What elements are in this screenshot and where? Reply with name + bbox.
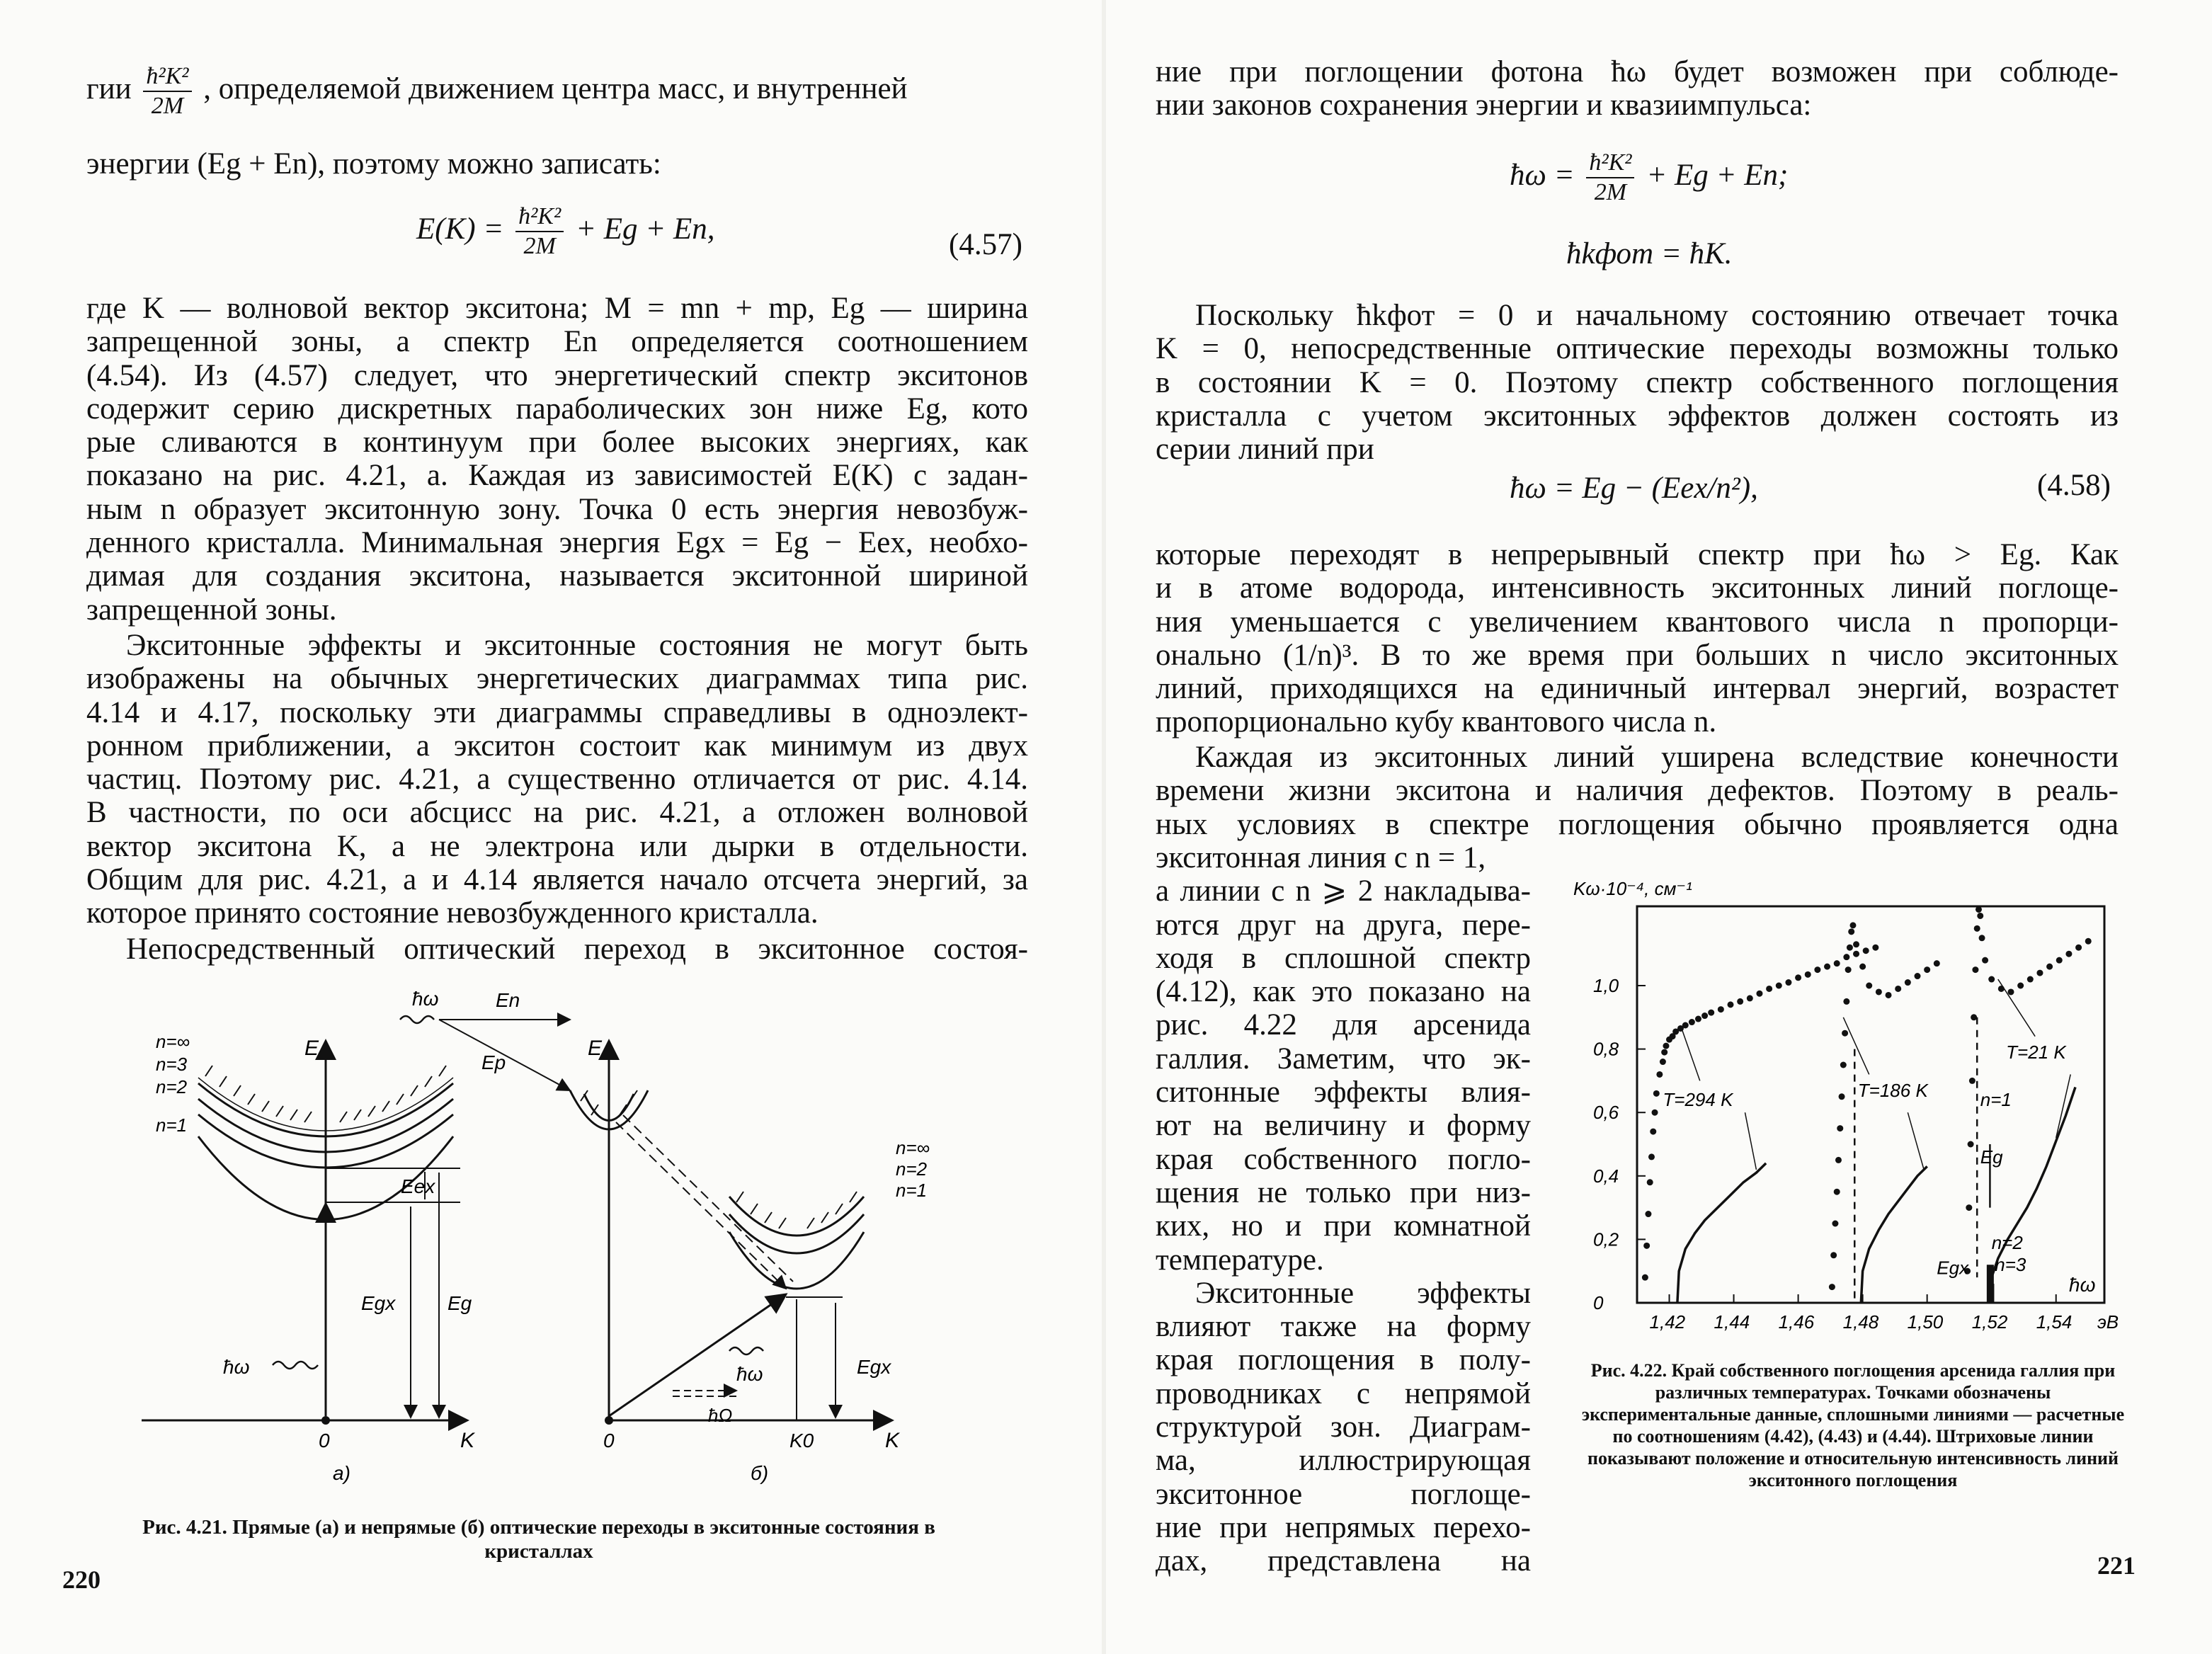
y-tick-label: 0 xyxy=(1593,1292,1604,1313)
text-line: содержит серию дискретных параболических зон ниже Eg, кото xyxy=(86,392,1028,426)
text-line: которое принято состояние невозбужденного кристалла. xyxy=(86,896,819,930)
page-number-left: 220 xyxy=(62,1565,101,1594)
data-point xyxy=(1785,979,1791,986)
label-Eg-a: Eg xyxy=(447,1292,472,1314)
y-tick-label: 0,2 xyxy=(1593,1228,1619,1250)
text-line: Поскольку ħkфот = 0 и начальному состоянию отвечает точка xyxy=(1195,299,2119,332)
label-Egx-a: Egx xyxy=(361,1292,396,1314)
text-line: экситонная линия с n = 1, xyxy=(1156,841,1486,874)
right-paragraph-3 xyxy=(1156,741,2119,841)
data-point xyxy=(1971,1014,1977,1020)
data-point xyxy=(1988,976,1995,983)
text-line: частиц. Поэтому рис. 4.21, а существенно отличается от рис. 4.14. xyxy=(86,763,1028,797)
data-point xyxy=(1972,966,1978,973)
eq-a-frac-den: 2M xyxy=(1594,179,1627,205)
data-point xyxy=(1979,935,1985,941)
left-paragraph-3 xyxy=(86,932,1028,966)
data-point xyxy=(1842,1030,1848,1037)
data-point xyxy=(1876,988,1882,995)
data-point xyxy=(1824,964,1830,970)
text-line: ние при непрямых перехо- xyxy=(1156,1510,1531,1544)
series-label-21K: T=21 K xyxy=(2006,1042,2066,1063)
label-n1-a: n=1 xyxy=(156,1114,188,1136)
equation-energy-conservation xyxy=(1510,149,1788,207)
label-K0: K0 xyxy=(789,1430,814,1451)
leader-21K xyxy=(1998,979,2035,1037)
text-line: Экситонные эффекты xyxy=(1195,1276,1531,1310)
data-point xyxy=(1832,1221,1838,1227)
data-point xyxy=(1966,1204,1972,1211)
equation-4-58: ħω = Eg − (Eex/n²), xyxy=(1510,472,1758,505)
text-line: (4.12), как это показано на xyxy=(1156,975,1531,1009)
label-En: En xyxy=(496,989,520,1011)
data-point xyxy=(1849,922,1856,928)
exciton-line-n3 xyxy=(1990,1284,1994,1303)
text-line: K = 0, непосредственные оптические переходы возможны только xyxy=(1156,332,2119,366)
label-E-b: E xyxy=(588,1037,603,1060)
figure-part-a xyxy=(142,1031,476,1484)
figure-4-22-caption: Рис. 4.22. Край собственного поглощения арсенида галлия при различных температурах. Точками обозначены экспериментальные данные, сплошными линиями — расчетные по соотношениям (4.42), (4.43) и (4.44). Штриховые линии показывают положение и относительную интенсивность линий экситонного поглощения xyxy=(1581,1360,2125,1490)
data-point xyxy=(1872,945,1879,951)
text-line: кристалла с учетом экситонных эффектов должен состоять из xyxy=(1156,399,2119,433)
data-point xyxy=(1756,991,1762,997)
text-line: края поглощения в полу- xyxy=(1156,1343,1531,1377)
label-E-a: E xyxy=(304,1037,319,1060)
annot-Eg: Eg xyxy=(1980,1146,2003,1168)
data-point xyxy=(1653,1090,1660,1097)
indirect-dashed-arrow-2 xyxy=(623,1115,793,1282)
x-tick-label: 1,44 xyxy=(1714,1311,1750,1333)
data-point xyxy=(1837,1125,1843,1131)
data-point xyxy=(1682,1022,1689,1029)
label-zero-a: 0 xyxy=(319,1430,330,1451)
text-line: (4.54). Из (4.57) следует, что энергетический спектр экситонов xyxy=(86,358,1028,392)
data-point xyxy=(1728,1001,1734,1008)
data-point xyxy=(2085,938,2092,945)
photon-wave-b xyxy=(729,1347,763,1354)
series-label-186K: T=186 K xyxy=(1857,1079,1928,1101)
chart-labels xyxy=(1573,878,2119,1333)
eq-a-fraction xyxy=(1586,149,1634,207)
data-point xyxy=(1847,945,1853,951)
data-point xyxy=(1830,1252,1837,1258)
label-n2-a: n=2 xyxy=(156,1076,188,1097)
data-point xyxy=(1845,966,1852,973)
text-line: где K — волновой вектор экситона; M = mn + mp, Eg — ширина xyxy=(86,292,1028,325)
label-K-b: K xyxy=(885,1429,900,1452)
data-point xyxy=(1835,1157,1842,1163)
label-n-inf-a: n=∞ xyxy=(156,1031,190,1052)
x-tick-label: 1,46 xyxy=(1778,1311,1815,1333)
data-point xyxy=(1848,928,1854,935)
text-line: Непосредственный оптический переход в экситонное состоя- xyxy=(126,932,1028,966)
leader-294K-calc xyxy=(1745,1112,1756,1170)
data-point xyxy=(1905,979,1911,986)
text-line: нии законов сохранения энергии и квазиимпульса: xyxy=(1156,89,1812,122)
annot-n1: n=1 xyxy=(1980,1089,2012,1111)
right-paragraph-1 xyxy=(1156,299,2119,466)
text-line: Каждая из экситонных линий уширена вследствие конечности xyxy=(1195,741,2119,774)
eq457-rhs: + Eg + En, xyxy=(575,212,715,246)
text-line: В частности, по оси абсцисс на рис. 4.21, а отложен волновой xyxy=(86,796,1028,830)
x-tick-label: 1,52 xyxy=(1971,1311,2008,1333)
text-line: запрещенной зоны, а спектр En определяется соотношением xyxy=(86,325,1028,359)
data-point xyxy=(1834,1189,1840,1195)
data-point xyxy=(1652,1110,1658,1116)
origin-point-b xyxy=(605,1416,613,1425)
right-page xyxy=(1106,0,2212,1654)
text-line: края собственного погло- xyxy=(1156,1142,1531,1176)
text-line: ронном приближении, а экситон состоит как минимум из двух xyxy=(86,729,1028,763)
text-line: изображены на обычных энергетических диаграммах типа рис. xyxy=(86,662,1028,696)
continuum-hatch-b xyxy=(736,1192,857,1228)
data-point xyxy=(1853,951,1859,957)
label-n1-b: n=1 xyxy=(896,1180,928,1201)
data-point xyxy=(2075,945,2082,951)
annot-n2: n=2 xyxy=(1991,1231,2023,1253)
intro-frac-num: ħ²K² xyxy=(143,62,191,92)
text-line: запрещенной зоны. xyxy=(86,593,337,627)
data-point xyxy=(1805,971,1811,978)
page-number-right: 221 xyxy=(2097,1551,2136,1580)
exciton-band-b-n1 xyxy=(729,1232,864,1289)
data-point xyxy=(1648,1153,1655,1160)
data-point xyxy=(1747,995,1753,1001)
text-line: ным n образует экситонную зону. Точка 0 есть энергия невозбуж- xyxy=(86,492,1028,526)
right-paragraph-2 xyxy=(1156,538,2119,739)
text-line: температуре. xyxy=(1156,1243,1324,1277)
label-sub-a: а) xyxy=(333,1462,350,1484)
left-intro-line2: энергии (Eg + En), поэтому можно записать: xyxy=(86,147,661,181)
photon-wave-a xyxy=(273,1362,318,1369)
data-point xyxy=(1645,1211,1651,1217)
data-point xyxy=(1814,966,1820,973)
data-point xyxy=(1643,1243,1650,1249)
text-line: Экситонные эффекты и экситонные состояния не могут быть xyxy=(126,629,1028,662)
y-axis-label: Kω·10⁻⁴, см⁻¹ xyxy=(1573,878,1692,899)
data-point xyxy=(1969,1078,1976,1084)
data-point xyxy=(1708,1010,1714,1016)
data-point xyxy=(1859,964,1866,970)
figure-4-21-caption: Рис. 4.21. Прямые (а) и непрямые (б) оптические переходы в экситонные состояния в кристаллах xyxy=(142,1516,935,1563)
x-tick-label: 1,42 xyxy=(1649,1311,1686,1333)
annot-n3: n=3 xyxy=(1995,1254,2026,1276)
text-line: серии линий при xyxy=(1156,433,1374,467)
text-line: пропорционально кубу квантового числа n. xyxy=(1156,705,1717,739)
equation-4-57 xyxy=(416,203,715,261)
figure-part-b xyxy=(400,988,930,1484)
text-line: а линии с n ⩾ 2 накладыва- xyxy=(1156,874,1531,908)
series-label-294K: T=294 K xyxy=(1663,1089,1733,1111)
data-point xyxy=(1642,1274,1648,1281)
data-point xyxy=(1886,992,1892,998)
label-hOmega: ħΩ xyxy=(708,1405,733,1426)
text-line: рые сливаются в континуум при более высоких энергиях, как xyxy=(86,426,1028,460)
data-point xyxy=(1701,1013,1708,1019)
data-point xyxy=(1737,998,1743,1005)
leader-294K xyxy=(1682,1030,1700,1081)
eq458-number: (4.58) xyxy=(2037,469,2111,502)
eq457-lhs: E(K) = xyxy=(416,212,504,246)
data-point xyxy=(1776,983,1782,989)
intro-frac-den: 2M xyxy=(151,93,184,119)
data-point xyxy=(2056,957,2063,964)
data-point xyxy=(1998,986,2005,992)
left-paragraph-1 xyxy=(86,292,1028,627)
label-n-inf-b: n=∞ xyxy=(896,1137,930,1158)
data-point xyxy=(1663,1043,1669,1049)
data-point xyxy=(1795,974,1801,981)
figure-4-22-chart xyxy=(1559,864,2126,1359)
left-intro-word: гии xyxy=(86,72,132,105)
label-zero-b: 0 xyxy=(603,1430,615,1451)
data-point xyxy=(1866,983,1872,989)
data-point xyxy=(1695,1016,1701,1022)
text-line: онально (1/n)³. В то же время при больших n число экситонных xyxy=(1156,638,2119,672)
text-line: галлия. Заметим, что эк- xyxy=(1156,1042,1531,1076)
data-point xyxy=(1974,925,1980,932)
eq457-number: (4.57) xyxy=(949,228,1022,261)
calc-line xyxy=(1677,1163,1766,1303)
data-point xyxy=(1968,1141,1974,1148)
text-line: ма, иллюстрирующая xyxy=(1156,1444,1531,1478)
indirect-transition-arrow xyxy=(609,1294,786,1416)
text-line: и в атоме водорода, интенсивность экситонных линий поглоще- xyxy=(1156,571,2119,605)
text-line: в состоянии K = 0. Поэтому спектр собственного поглощения xyxy=(1156,365,2119,399)
data-point xyxy=(1647,1179,1653,1185)
label-n3-a: n=3 xyxy=(156,1054,188,1075)
data-point xyxy=(2046,964,2053,970)
text-line: ние при поглощении фотона ħω будет возможен при соблюде- xyxy=(1156,55,2119,89)
x-tick-label: 1,50 xyxy=(1907,1311,1944,1333)
data-point xyxy=(1924,966,1930,973)
left-intro-line1 xyxy=(86,62,908,120)
continuum-band-b xyxy=(729,1197,864,1236)
right-intro xyxy=(1156,55,2119,122)
annot-Egx: Egx xyxy=(1937,1257,1969,1279)
left-paragraph-2 xyxy=(86,629,1028,930)
text-line: димая для создания экситона, называется экситонной шириной xyxy=(86,559,1028,593)
text-line: линий, приходящихся на единичный интервал энергий, возрастет xyxy=(1156,672,2119,706)
left-intro-rest: , определяемой движением центра масс, и внутренней xyxy=(203,72,908,105)
label-hw-b: ħω xyxy=(736,1363,763,1385)
data-point xyxy=(1982,957,1988,964)
y-tick-label: 0,6 xyxy=(1593,1102,1619,1124)
text-line: рис. 4.22 для арсенида xyxy=(1156,1008,1531,1042)
x-axis-label: ħω xyxy=(2069,1274,2096,1296)
eq-a-frac-num: ħ²K² xyxy=(1586,149,1634,178)
data-point xyxy=(1840,1062,1847,1068)
leader-186K-calc xyxy=(1908,1112,1924,1170)
y-tick-label: 1,0 xyxy=(1593,975,1619,996)
label-Eex: Eex xyxy=(401,1175,435,1197)
photon-wave-b-top xyxy=(400,1016,434,1023)
equation-momentum-conservation: ħkфот = ħK. xyxy=(1566,237,1733,270)
text-line: ситонные эффекты влия- xyxy=(1156,1076,1531,1110)
data-point xyxy=(1853,941,1859,947)
data-point xyxy=(1843,998,1849,1005)
calc-line xyxy=(1861,1166,1927,1303)
data-point xyxy=(1977,913,1983,919)
text-line: показано на рис. 4.21, а. Каждая из зависимостей E(K) с задан- xyxy=(86,459,1028,493)
text-line: структурой зон. Диаграм- xyxy=(1156,1410,1531,1444)
data-point xyxy=(2017,983,2024,989)
x-tick-label: 1,48 xyxy=(1842,1311,1879,1333)
origin-point-a xyxy=(321,1416,330,1425)
data-point xyxy=(1656,1071,1663,1078)
text-line: денного кристалла. Минимальная энергия Egx = Eg − Eex, необхо- xyxy=(86,526,1028,560)
eq457-frac-den: 2M xyxy=(523,233,556,259)
text-line: проводниках с непрямой xyxy=(1156,1376,1531,1410)
y-tick-label: 0,8 xyxy=(1593,1038,1619,1060)
label-Egx-b: Egx xyxy=(857,1356,891,1378)
figure-4-21 xyxy=(127,977,949,1501)
data-point xyxy=(1915,973,1921,979)
data-point xyxy=(2065,951,2072,957)
leader-186K xyxy=(1843,1017,1869,1075)
text-line: ются друг на друга, пере- xyxy=(1156,908,1531,942)
data-point xyxy=(1839,1093,1845,1100)
text-line: которые переходят в непрерывный спектр при ħω > Eg. Как xyxy=(1156,538,2119,571)
data-point xyxy=(1718,1006,1724,1013)
text-line: ких, но и при комнатной xyxy=(1156,1209,1531,1243)
right-narrow-column xyxy=(1156,841,1531,1578)
data-point xyxy=(1661,1049,1667,1056)
data-point xyxy=(1660,1059,1666,1065)
data-point xyxy=(1689,1019,1695,1025)
label-hw-a: ħω xyxy=(223,1356,250,1378)
data-point xyxy=(1843,954,1849,960)
data-point xyxy=(1834,960,1840,966)
x-tick-label: 1,54 xyxy=(2036,1311,2073,1333)
data-point xyxy=(1766,986,1772,992)
data-point xyxy=(2036,970,2043,976)
data-point xyxy=(2008,988,2014,995)
text-line: экситонное поглоще- xyxy=(1156,1477,1531,1511)
text-line: Общим для рис. 4.21, а и 4.14 является начало отсчета энергий, за xyxy=(86,863,1028,897)
data-point xyxy=(1895,986,1901,992)
text-line: дах, представлена на xyxy=(1156,1544,1531,1578)
data-point xyxy=(1829,1284,1835,1290)
eq-a-lhs: ħω = xyxy=(1510,158,1575,192)
eq457-frac-num: ħ²K² xyxy=(515,203,564,232)
data-point xyxy=(1650,1129,1656,1135)
data-point xyxy=(1934,960,1940,966)
text-line: ных условиях в спектре поглощения обычно проявляется одна xyxy=(1156,807,2119,841)
intro-fraction xyxy=(143,62,191,120)
label-n2-b: n=2 xyxy=(896,1158,928,1180)
data-point xyxy=(2027,976,2034,983)
label-hw-top-b: ħω xyxy=(412,988,439,1010)
eq457-fraction xyxy=(515,203,564,261)
data-point xyxy=(1976,906,1982,913)
label-K-a: K xyxy=(460,1429,475,1452)
text-line: влияют также на форму xyxy=(1156,1310,1531,1344)
text-line: ния уменьшается с увеличением квантового числа n пропорци- xyxy=(1156,605,2119,639)
label-sub-b: б) xyxy=(751,1462,769,1484)
text-line: ходя в сплошной спектр xyxy=(1156,941,1531,975)
text-line: ют на величину и форму xyxy=(1156,1109,1531,1143)
data-point xyxy=(1863,947,1869,954)
text-line: времени жизни экситона и наличия дефектов. Поэтому в реаль- xyxy=(1156,774,2119,808)
exciton-band-b-n2 xyxy=(729,1214,864,1253)
eq-a-rhs: + Eg + En; xyxy=(1646,158,1789,192)
text-line: вектор экситона K, а не электрона или дырки в отдельности. xyxy=(86,829,1028,863)
label-Ep: Ep xyxy=(481,1051,506,1073)
indirect-dashed-arrow-1 xyxy=(616,1122,786,1289)
x-axis-unit: эВ xyxy=(2097,1311,2119,1333)
text-line: щения не только при низ- xyxy=(1156,1175,1531,1209)
y-tick-label: 0,4 xyxy=(1593,1165,1619,1187)
text-line: 4.14 и 4.17, поскольку эти диаграммы справедливы в одноэлект- xyxy=(86,695,1028,729)
